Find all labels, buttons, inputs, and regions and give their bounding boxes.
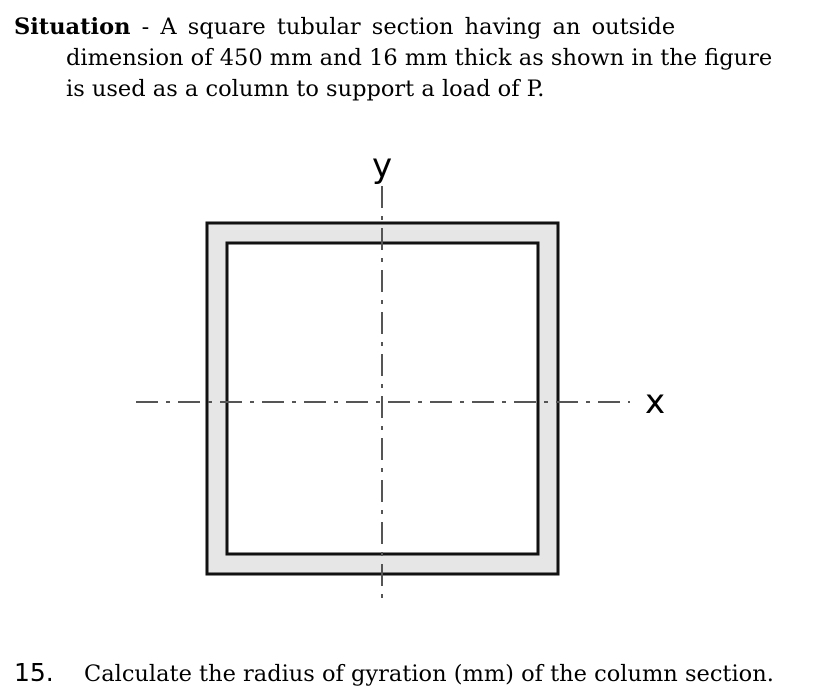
situation-separator: - xyxy=(141,14,150,40)
question-text: Calculate the radius of gyration (mm) of the column section. xyxy=(84,661,774,687)
y-axis-label: y xyxy=(372,146,393,186)
situation-label: Situation xyxy=(14,14,131,40)
situation-line-2: dimension of 450 mm and 16 mm thick as shown in the figure xyxy=(66,45,773,71)
situation-text-1: A square tubular section having an outside xyxy=(160,14,676,40)
situation-line-3: is used as a column to support a load of P. xyxy=(66,76,545,102)
question-number: 15. xyxy=(14,658,54,687)
x-axis-label: x xyxy=(645,382,666,422)
question-15 xyxy=(14,658,826,687)
